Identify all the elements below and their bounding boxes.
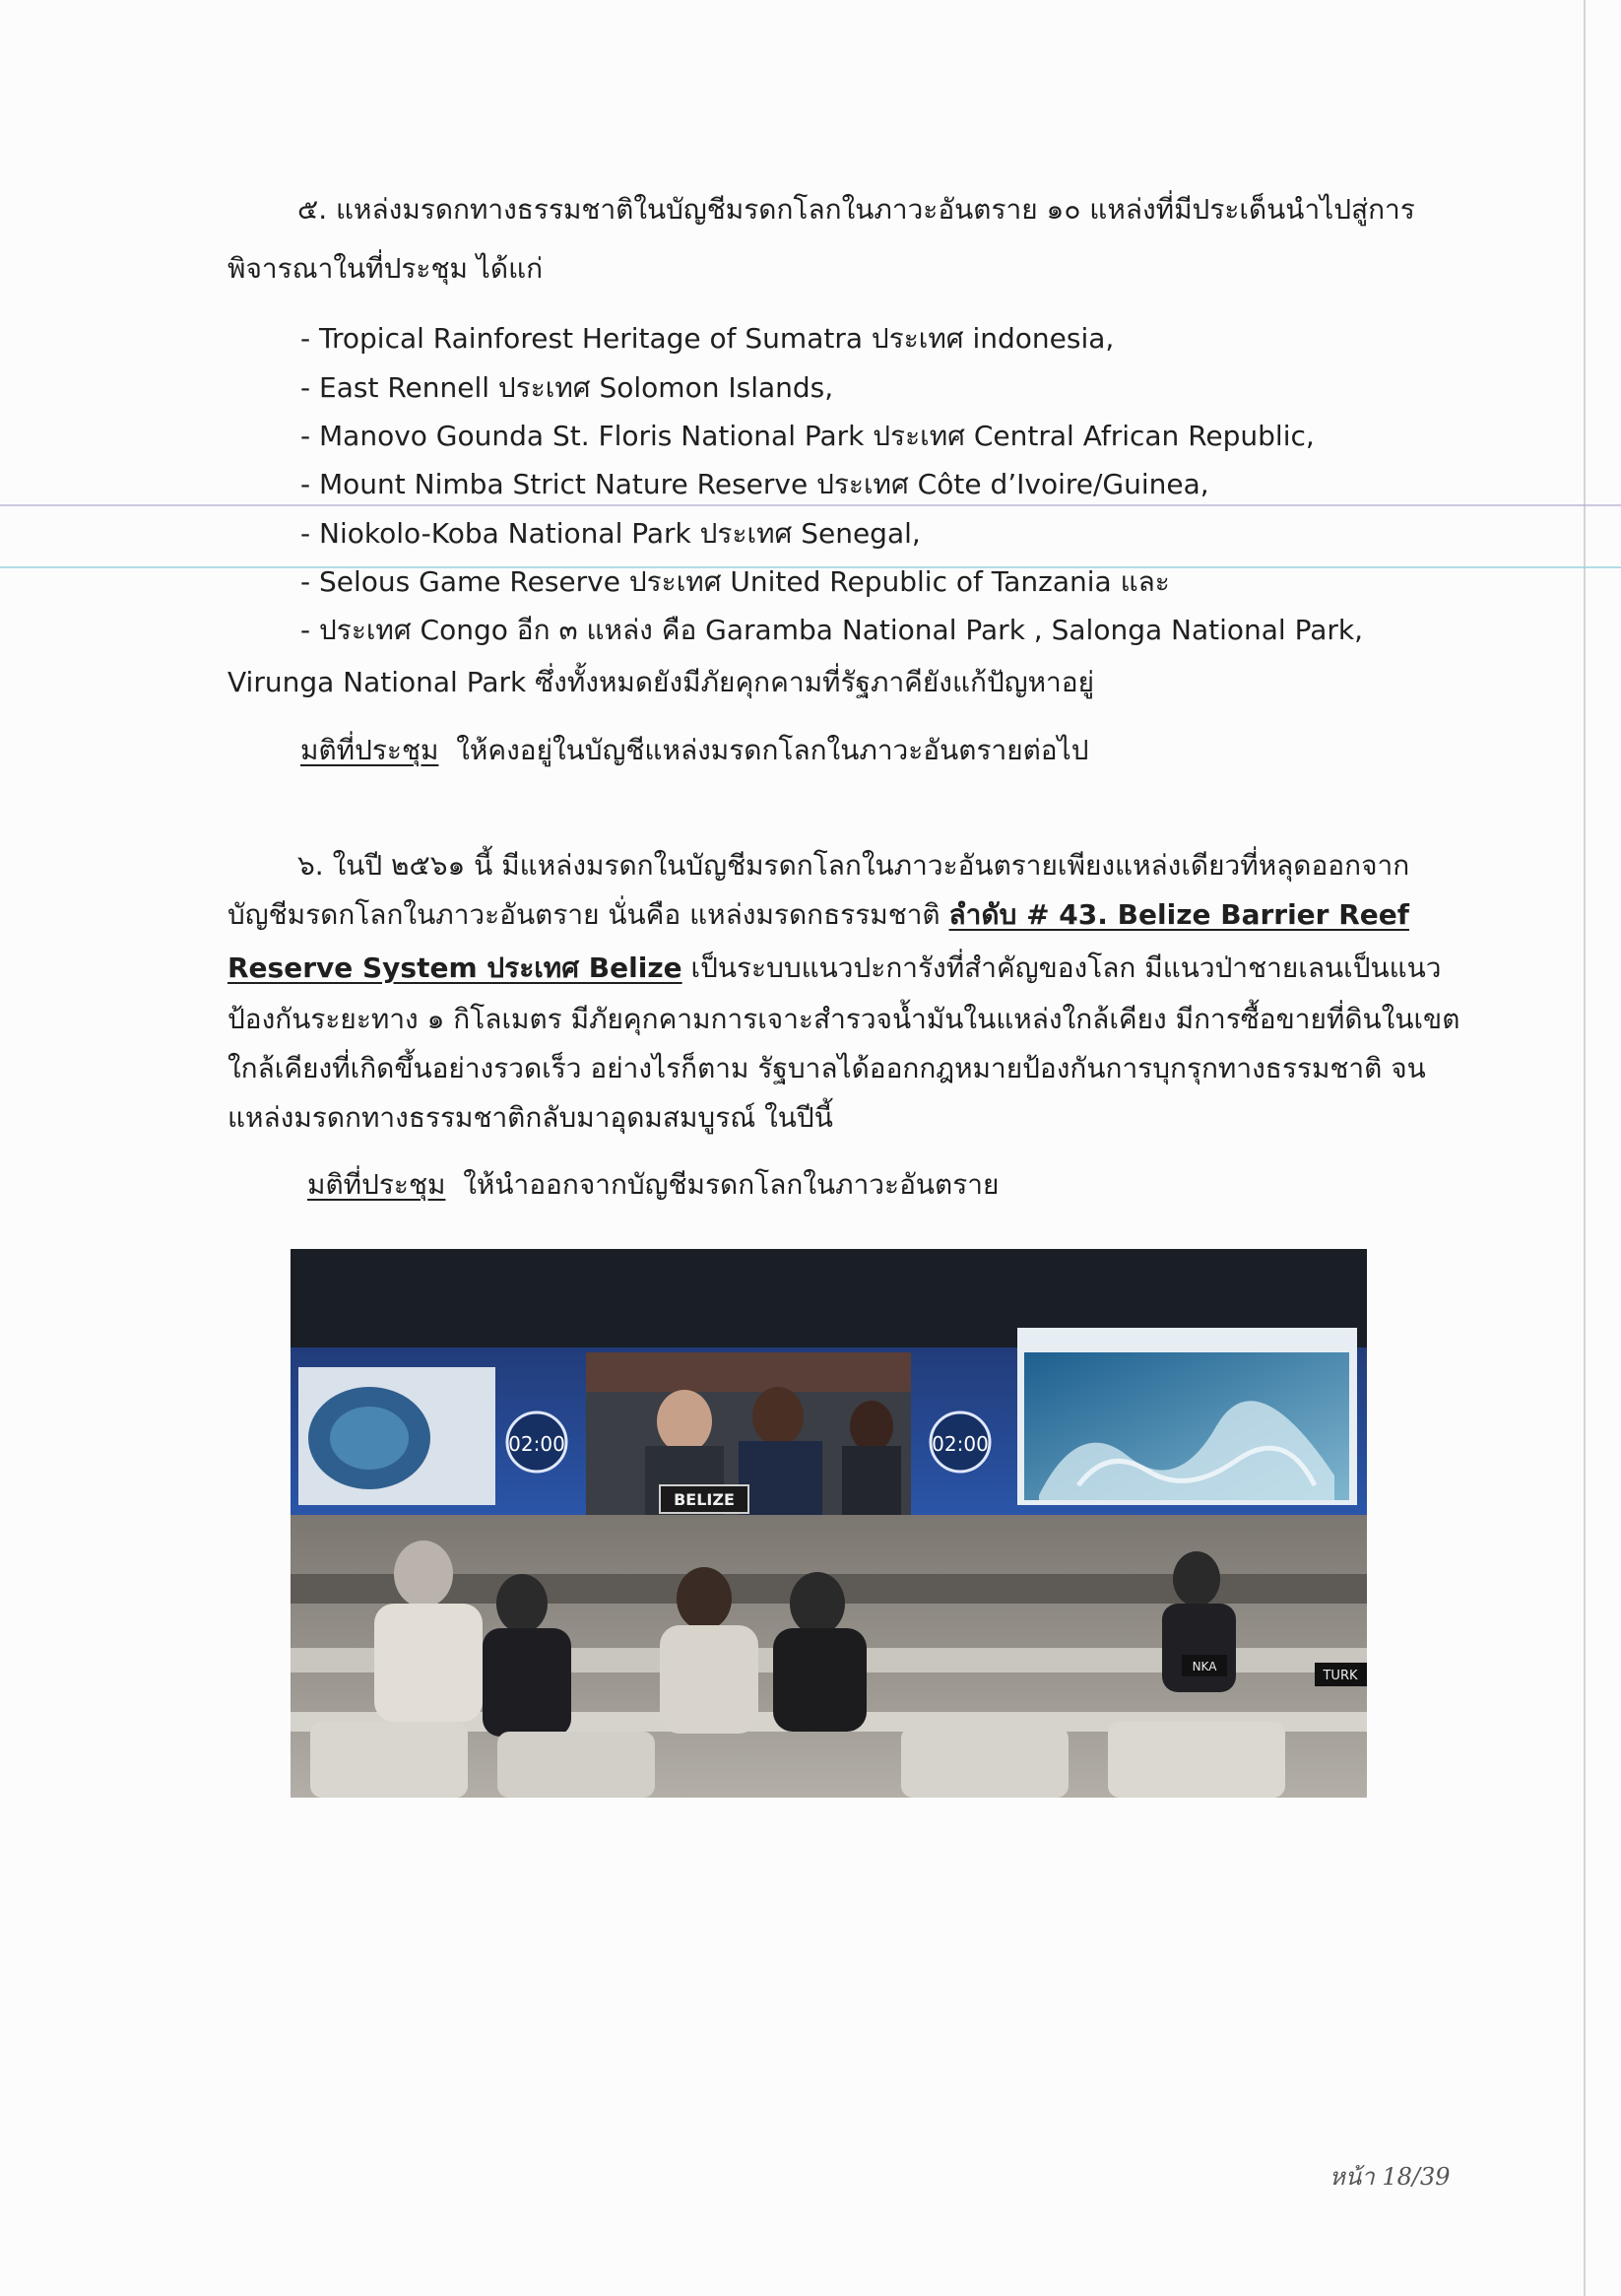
heritage-list-item: - Manovo Gounda St. Floris National Park ประเทศ Central African Republic,: [300, 420, 1315, 452]
heritage-list-item: - Tropical Rainforest Heritage of Sumatra ประเทศ indonesia,: [300, 322, 1115, 355]
section6-line6: แหล่งมรดกทางธรรมชาติกลับมาอุดมสมบูรณ์ ในปีนี้: [227, 1101, 833, 1134]
timer-right-text: 02:00: [932, 1432, 989, 1456]
section6-line2-text: บัญชีมรดกโลกในภาวะอันตราย นั่นคือ แหล่งมรดกธรรมชาติ: [227, 898, 949, 931]
right-screen: [1017, 1328, 1357, 1505]
belize-site-title: ลำดับ # 43. Belize Barrier Reef: [948, 898, 1409, 931]
section5-heading-line1: ๕. แหล่งมรดกทางธรรมชาติในบัญชีมรดกโลกในภาวะอันตราย ๑๐ แหล่งที่มีประเด็นนำไปสู่การ: [297, 193, 1415, 226]
heritage-list-item: - Niokolo-Koba National Park ประเทศ Senegal,: [300, 517, 921, 550]
belize-site-title-cont: Reserve System ประเทศ Belize: [227, 951, 682, 984]
resolution-label: มติที่ประชุม: [300, 734, 439, 766]
section6-line3-text: เป็นระบบแนวปะการังที่สำคัญของโลก มีแนวป่าชายเลนเป็นแนว: [681, 951, 1442, 984]
nameplate-right-2: TURK: [1323, 1669, 1358, 1683]
nameplate-belize: BELIZE: [674, 1490, 735, 1509]
section5-heading-line2: พิจารณาในที่ประชุม ได้แก่: [227, 252, 544, 285]
heritage-list-item: - Mount Nimba Strict Nature Reserve ประเทศ Côte d’Ivoire/Guinea,: [300, 468, 1209, 500]
scan-edge: [1584, 0, 1586, 2296]
heritage-list-item: - Selous Game Reserve ประเทศ United Republic of Tanzania และ: [300, 565, 1170, 598]
timer-left-text: 02:00: [508, 1432, 565, 1456]
section6-line2: [227, 898, 1409, 932]
left-screen: [298, 1367, 495, 1505]
timer-right: [931, 1412, 990, 1472]
page-number: หน้า 18/39: [1329, 2163, 1451, 2191]
section5-resolution: [300, 734, 1088, 767]
center-screen: [586, 1352, 911, 1520]
heritage-list-item: - East Rennell ประเทศ Solomon Islands,: [300, 371, 834, 404]
scan-artifact-line: [0, 504, 1621, 506]
resolution-text: ให้นำออกจากบัญชีมรดกโลกในภาวะอันตราย: [463, 1168, 1000, 1201]
resolution-label: มติที่ประชุม: [307, 1168, 446, 1201]
section6-line3: [227, 951, 1442, 985]
section6-line4: ป้องกันระยะทาง ๑ กิโลเมตร มีภัยคุกคามการเจาะสำรวจน้ำมันในแหล่งใกล้เคียง มีการซื้อขายที่ดินในเขต: [227, 1003, 1460, 1035]
nameplate-right-1: NKA: [1192, 1660, 1217, 1673]
section6-line5: ใกล้เคียงที่เกิดขึ้นอย่างรวดเร็ว อย่างไรก็ตาม รัฐบาลได้ออกกฎหมายป้องกันการบุกรุกทางธรรมชาติ จน: [227, 1052, 1426, 1084]
section6-line1: ๖. ในปี ๒๕๖๑ นี้ มีแหล่งมรดกในบัญชีมรดกโลกในภาวะอันตรายเพียงแหล่งเดียวที่หลุดออกจาก: [297, 849, 1410, 882]
timer-left: [507, 1412, 566, 1472]
section6-resolution: [307, 1168, 999, 1202]
resolution-text: ให้คงอยู่ในบัญชีแหล่งมรดกโลกในภาวะอันตรายต่อไป: [456, 734, 1089, 766]
heritage-list-item: - ประเทศ Congo อีก ๓ แหล่ง คือ Garamba National Park , Salonga National Park,: [300, 614, 1364, 646]
meeting-photo: [291, 1249, 1367, 1798]
heritage-list-continuation: Virunga National Park ซึ่งทั้งหมดยังมีภัยคุกคามที่รัฐภาคียังแก้ปัญหาอยู่: [227, 666, 1095, 698]
